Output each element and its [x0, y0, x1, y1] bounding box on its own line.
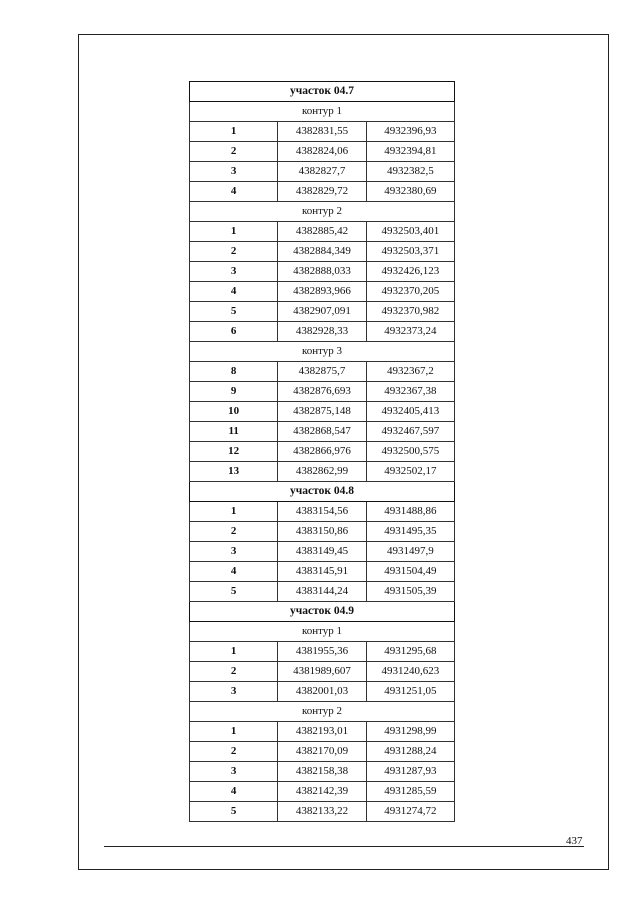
- table-row: [190, 182, 455, 202]
- contour-label: контур 1: [190, 102, 455, 122]
- x-coordinate: 4382885,42: [278, 222, 366, 242]
- point-number: 10: [190, 402, 278, 422]
- table-row: [190, 422, 455, 442]
- point-number: 2: [190, 522, 278, 542]
- contour-header-row: [190, 702, 455, 722]
- point-number: 1: [190, 642, 278, 662]
- x-coordinate: 4382831,55: [278, 122, 366, 142]
- section-title: участок 04.7: [190, 82, 455, 102]
- point-number: 3: [190, 262, 278, 282]
- y-coordinate: 4931298,99: [366, 722, 454, 742]
- table-row: [190, 262, 455, 282]
- y-coordinate: 4932500,575: [366, 442, 454, 462]
- point-number: 1: [190, 722, 278, 742]
- y-coordinate: 4931274,72: [366, 802, 454, 822]
- table-row: [190, 222, 455, 242]
- y-coordinate: 4931495,35: [366, 522, 454, 542]
- table-row: [190, 502, 455, 522]
- table-row: [190, 322, 455, 342]
- contour-label: контур 3: [190, 342, 455, 362]
- x-coordinate: 4382893,966: [278, 282, 366, 302]
- table-row: [190, 382, 455, 402]
- x-coordinate: 4382862,99: [278, 462, 366, 482]
- point-number: 3: [190, 682, 278, 702]
- x-coordinate: 4383154,56: [278, 502, 366, 522]
- point-number: 5: [190, 302, 278, 322]
- x-coordinate: 4382827,7: [278, 162, 366, 182]
- section-title: участок 04.9: [190, 602, 455, 622]
- x-coordinate: 4383144,24: [278, 582, 366, 602]
- x-coordinate: 4381989,607: [278, 662, 366, 682]
- x-coordinate: 4382875,148: [278, 402, 366, 422]
- point-number: 12: [190, 442, 278, 462]
- x-coordinate: 4382866,976: [278, 442, 366, 462]
- table-row: [190, 642, 455, 662]
- x-coordinate: 4382158,38: [278, 762, 366, 782]
- contour-label: контур 2: [190, 202, 455, 222]
- y-coordinate: 4931497,9: [366, 542, 454, 562]
- table-row: [190, 722, 455, 742]
- table-row: [190, 282, 455, 302]
- y-coordinate: 4932370,205: [366, 282, 454, 302]
- y-coordinate: 4931295,68: [366, 642, 454, 662]
- table-row: [190, 582, 455, 602]
- contour-header-row: [190, 102, 455, 122]
- contour-header-row: [190, 202, 455, 222]
- y-coordinate: 4932503,401: [366, 222, 454, 242]
- point-number: 4: [190, 282, 278, 302]
- y-coordinate: 4931288,24: [366, 742, 454, 762]
- point-number: 2: [190, 742, 278, 762]
- table-row: [190, 802, 455, 822]
- x-coordinate: 4382170,09: [278, 742, 366, 762]
- point-number: 3: [190, 542, 278, 562]
- y-coordinate: 4931505,39: [366, 582, 454, 602]
- table-body: [190, 82, 455, 822]
- table-row: [190, 762, 455, 782]
- y-coordinate: 4932367,38: [366, 382, 454, 402]
- table-row: [190, 782, 455, 802]
- point-number: 2: [190, 242, 278, 262]
- x-coordinate: 4381955,36: [278, 642, 366, 662]
- footer-rule: [104, 846, 584, 847]
- table-row: [190, 402, 455, 422]
- x-coordinate: 4382142,39: [278, 782, 366, 802]
- x-coordinate: 4382829,72: [278, 182, 366, 202]
- point-number: 2: [190, 142, 278, 162]
- x-coordinate: 4383149,45: [278, 542, 366, 562]
- y-coordinate: 4932394,81: [366, 142, 454, 162]
- contour-label: контур 1: [190, 622, 455, 642]
- point-number: 2: [190, 662, 278, 682]
- table-row: [190, 542, 455, 562]
- table-row: [190, 662, 455, 682]
- table-row: [190, 362, 455, 382]
- x-coordinate: 4382875,7: [278, 362, 366, 382]
- point-number: 1: [190, 122, 278, 142]
- point-number: 6: [190, 322, 278, 342]
- table-row: [190, 442, 455, 462]
- y-coordinate: 4932373,24: [366, 322, 454, 342]
- y-coordinate: 4931240,623: [366, 662, 454, 682]
- y-coordinate: 4931488,86: [366, 502, 454, 522]
- x-coordinate: 4382193,01: [278, 722, 366, 742]
- x-coordinate: 4383150,86: [278, 522, 366, 542]
- y-coordinate: 4931287,93: [366, 762, 454, 782]
- section-title: участок 04.8: [190, 482, 455, 502]
- point-number: 4: [190, 182, 278, 202]
- point-number: 4: [190, 782, 278, 802]
- point-number: 3: [190, 162, 278, 182]
- x-coordinate: 4382884,349: [278, 242, 366, 262]
- point-number: 5: [190, 802, 278, 822]
- x-coordinate: 4382876,693: [278, 382, 366, 402]
- x-coordinate: 4382868,547: [278, 422, 366, 442]
- table-row: [190, 142, 455, 162]
- contour-header-row: [190, 622, 455, 642]
- point-number: 9: [190, 382, 278, 402]
- page-number: 437: [566, 835, 583, 847]
- section-header-row: [190, 82, 455, 102]
- x-coordinate: 4382907,091: [278, 302, 366, 322]
- table-row: [190, 462, 455, 482]
- x-coordinate: 4382888,033: [278, 262, 366, 282]
- table-row: [190, 242, 455, 262]
- table-row: [190, 742, 455, 762]
- y-coordinate: 4932502,17: [366, 462, 454, 482]
- table-row: [190, 302, 455, 322]
- table-row: [190, 562, 455, 582]
- y-coordinate: 4931251,05: [366, 682, 454, 702]
- point-number: 4: [190, 562, 278, 582]
- y-coordinate: 4931285,59: [366, 782, 454, 802]
- y-coordinate: 4932467,597: [366, 422, 454, 442]
- x-coordinate: 4382928,33: [278, 322, 366, 342]
- x-coordinate: 4383145,91: [278, 562, 366, 582]
- point-number: 11: [190, 422, 278, 442]
- y-coordinate: 4932405,413: [366, 402, 454, 422]
- x-coordinate: 4382133,22: [278, 802, 366, 822]
- point-number: 1: [190, 222, 278, 242]
- point-number: 13: [190, 462, 278, 482]
- y-coordinate: 4932426,123: [366, 262, 454, 282]
- y-coordinate: 4931504,49: [366, 562, 454, 582]
- contour-header-row: [190, 342, 455, 362]
- point-number: 8: [190, 362, 278, 382]
- point-number: 3: [190, 762, 278, 782]
- table-row: [190, 682, 455, 702]
- coordinates-table: [189, 81, 455, 822]
- y-coordinate: 4932380,69: [366, 182, 454, 202]
- point-number: 5: [190, 582, 278, 602]
- table-row: [190, 122, 455, 142]
- point-number: 1: [190, 502, 278, 522]
- section-header-row: [190, 602, 455, 622]
- y-coordinate: 4932370,982: [366, 302, 454, 322]
- x-coordinate: 4382824,06: [278, 142, 366, 162]
- x-coordinate: 4382001,03: [278, 682, 366, 702]
- contour-label: контур 2: [190, 702, 455, 722]
- table-row: [190, 162, 455, 182]
- y-coordinate: 4932396,93: [366, 122, 454, 142]
- table-row: [190, 522, 455, 542]
- section-header-row: [190, 482, 455, 502]
- y-coordinate: 4932503,371: [366, 242, 454, 262]
- y-coordinate: 4932367,2: [366, 362, 454, 382]
- y-coordinate: 4932382,5: [366, 162, 454, 182]
